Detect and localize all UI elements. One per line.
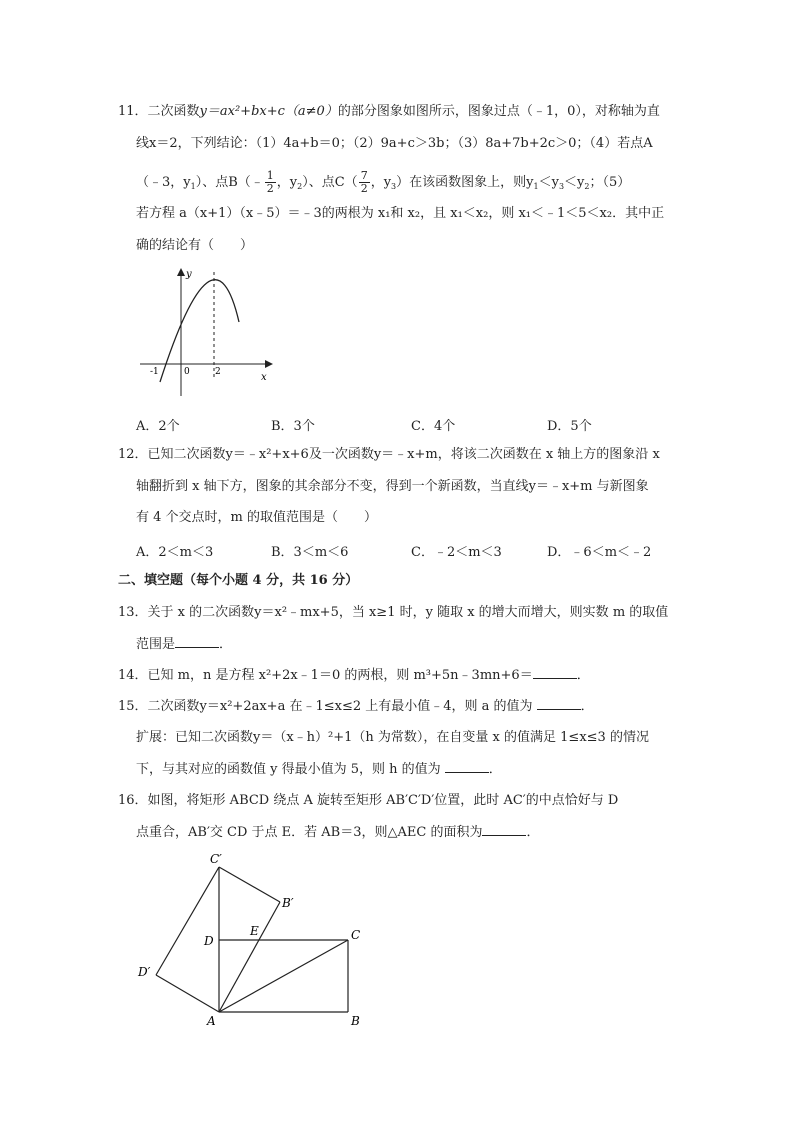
q12-option-a[interactable]: A．2＜m＜3 <box>136 545 214 560</box>
q16-answer-blank[interactable] <box>482 823 526 836</box>
q12-option-b[interactable]: B．3＜m＜6 <box>271 545 349 560</box>
q13-line1: 13．关于 x 的二次函数y＝x²﹣mx+5，当 x≥1 时，y 随取 x 的增大而增大，则实数 m 的取值 <box>118 605 669 620</box>
label-d: D <box>204 934 214 948</box>
section-fill-in-title: 二、填空题（每个小题 4 分，共 16 分） <box>118 573 359 588</box>
q11-line5: 确的结论有（ ） <box>136 238 254 253</box>
q15-line3: 下，与其对应的函数值 y 得最小值为 5，则 h 的值为 ． <box>136 762 502 777</box>
q15-answer-blank[interactable] <box>537 697 581 710</box>
q12-option-d[interactable]: D．﹣6＜m＜﹣2 <box>547 545 652 560</box>
parabola-curve <box>160 280 239 382</box>
q16-line1: 16．如图，将矩形 ABCD 绕点 A 旋转至矩形 AB′C′D′位置，此时 AC′的中点恰好与 D <box>118 793 619 808</box>
q11-option-d[interactable]: D．5个 <box>547 419 592 434</box>
segment-c1d1 <box>156 867 219 975</box>
q11-line4: 若方程 a（x+1）（x﹣5）＝﹣3的两根为 x₁和 x₂，且 x₁＜x₂，则 x₁＜﹣1＜5＜x₂．其中正 <box>136 206 665 221</box>
q11-line3: （﹣3，$y_1$）、点B（﹣ $\frac{1}{2}$ ，$y_2$）、点C（ $\frac{7}{2}$ ，$y_3$）在该函数图象上，则$y_1<y_3<y_2$；（5） <box>136 169 631 195</box>
q12-line3: 有 4 个交点时，m 的取值范围是（ ） <box>136 510 377 525</box>
q13-line2: 范围是 ． <box>136 637 233 652</box>
label-c-prime: C′ <box>210 852 222 866</box>
q16-line2: 点重合，AB′交 CD 于点 E．若 AB＝3，则△AEC 的面积为 ． <box>136 825 540 840</box>
q14-answer-blank[interactable] <box>533 666 577 679</box>
neg1-label: -1 <box>150 367 159 377</box>
q11-option-c[interactable]: C．4个 <box>411 419 456 434</box>
fraction-seven-half: $\frac{7}{2}$ <box>360 169 368 195</box>
q11-line1: 11．二次函数y＝ax²+bx+c（a≠0）的部分图象如图所示，图象过点（﹣1，0），对称轴为直 <box>118 104 660 119</box>
label-e: E <box>250 924 259 938</box>
label-d-prime: D′ <box>138 965 151 979</box>
x-axis-label: x <box>261 372 267 383</box>
label-b-prime: B′ <box>282 896 294 910</box>
rectangle-rotation-figure <box>130 845 370 1030</box>
y-axis-label: y <box>186 269 192 280</box>
q12-line2: 轴翻折到 x 轴下方，图象的其余部分不变，得到一个新函数，当直线y＝﹣x+m 与新图象 <box>136 479 649 494</box>
x-axis-arrow <box>265 360 273 368</box>
q11-option-b[interactable]: B．3个 <box>271 419 315 434</box>
q15-line1: 15．二次函数y＝x²+2ax+a 在﹣1≤x≤2 上有最小值﹣4，则 a 的值为 ． <box>118 699 594 714</box>
fraction-half: $\frac{1}{2}$ <box>266 169 274 195</box>
parabola-graph <box>130 264 280 402</box>
q13-answer-blank[interactable] <box>175 635 219 648</box>
y-axis-arrow <box>177 268 185 276</box>
q11-line2: 线x＝2，下列结论：（1）4a+b＝0；（2）9a+c＞3b；（3）8a+7b+2c＞0；（4）若点A <box>136 136 653 151</box>
q14-line: 14．已知 m，n 是方程 x²+2x﹣1＝0 的两根，则 m³+5n﹣3mn+6＝ ． <box>118 668 590 683</box>
q12-option-c[interactable]: C．﹣2＜m＜3 <box>411 545 502 560</box>
q11-option-a[interactable]: A．2个 <box>136 419 180 434</box>
origin-label: 0 <box>184 367 190 377</box>
q12-line1: 12．已知二次函数y＝﹣x²+x+6及一次函数y＝﹣x+m，将该二次函数在 x 轴上方的图象沿 x <box>118 447 660 462</box>
segment-c1b1 <box>219 867 280 902</box>
q15-line2: 扩展：已知二次函数y＝（x﹣h）²+1（h 为常数），在自变量 x 的值满足 1≤x≤3 的情况 <box>136 730 649 745</box>
segment-d1a <box>156 975 219 1012</box>
q15-ext-answer-blank[interactable] <box>445 760 489 773</box>
label-b: B <box>351 1014 360 1028</box>
label-a: A <box>207 1014 216 1028</box>
label-c: C <box>351 928 361 942</box>
two-label: 2 <box>215 367 221 377</box>
